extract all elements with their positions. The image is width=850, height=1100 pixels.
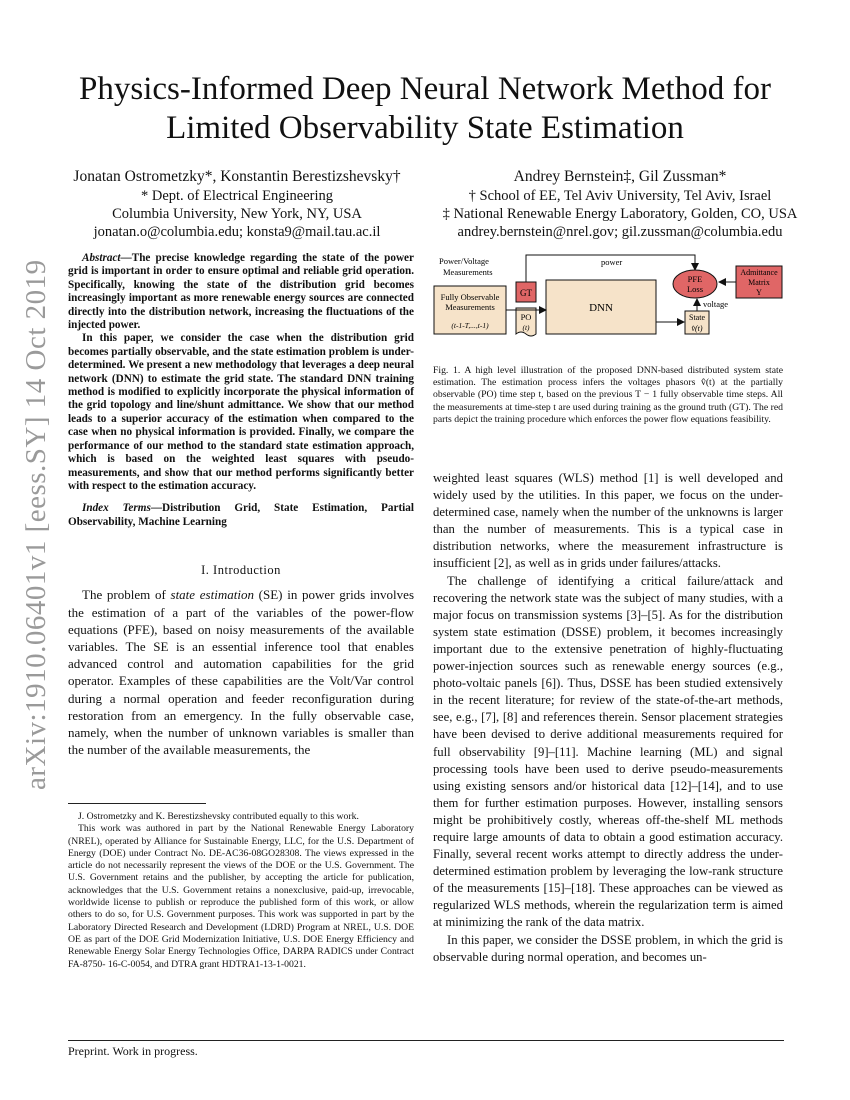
- index-terms-label: Index Terms: [82, 502, 151, 515]
- abstract-paragraph-1: —The precise knowledge regarding the state of the power grid is important in order to ensure optimal and reliable grid operation. Specifically, knowing the state of the distribution grid becomes increasingly important as more renewable energy sources are connected directly into the distribution network, increasing the fluctuations of the injected power.: [68, 252, 414, 332]
- footnote-paragraph-1: J. Ostrometzky and K. Berestizshevsky contributed equally to this work.: [78, 811, 359, 822]
- right-paragraph-2: The challenge of identifying a critical failure/attack and recovering the network state was the subject of many studies, with a major focus on transmission systems [3]–[5]. As for the distribution system state estimation (DSSE) problem, it becomes increasingly important due to the extensive penetration of highly-fluctuating power-injection sources such as renewable energy sources (e.g., photo-voltaic panels [6]). Thus, DSSE has been studied extensively in the recent literature; for review of the state-of-the-art methods, see, e.g., [7], [8] and references therein. Sensor placement strategies have been devised to derive additional measurements required for full observability [9]–[11]. Machine learning (ML) and signal processing tools have been used to derive pseudo-measurements using existing sensors and/or historical data [12]–[14], and to use them for further estimation purposes. However, installing sensors might be prohibitively costly, whereas off-the-shelf ML methods require large amounts of data to obtain a good estimation accuracy. Finally, several recent works attempt to directly address the under-determined estimation problem by leveraging the low-rank structure of the measurements [15]–[18]. These approaches can be viewed as regularized WLS methods, wherein the regularization term is aimed at minimizing the rank of the data matrix.: [433, 573, 783, 930]
- box-state-v: v̂(t): [691, 324, 703, 333]
- affiliation-right-1: † School of EE, Tel Aviv University, Tel Aviv, Israel: [468, 188, 772, 204]
- box-admittance-text-1: Admittance: [740, 268, 778, 277]
- emails-right: andrey.bernstein@nrel.gov; gil.zussman@columbia.edu: [457, 224, 783, 240]
- section-heading-introduction: I. Introduction: [201, 563, 281, 578]
- emails-left: jonatan.o@columbia.edu; konsta9@mail.tau.ac.il: [93, 224, 381, 240]
- abstract: [68, 252, 414, 529]
- figure-1-diagram: [433, 252, 783, 362]
- intro-text-a: The problem of: [82, 587, 171, 603]
- paper-title: [0, 70, 850, 148]
- title-line-1: Physics-Informed Deep Neural Network Method for: [79, 71, 771, 107]
- left-column: [68, 252, 414, 758]
- preprint-note: Preprint. Work in progress.: [68, 1044, 198, 1058]
- right-column: [433, 470, 783, 966]
- abstract-label: Abstract: [82, 252, 121, 264]
- author-names-left: Jonatan Ostrometzky*, Konstantin Berestizshevsky†: [73, 168, 401, 185]
- box-gt-text: GT: [520, 288, 532, 298]
- box-po-t: (t): [522, 323, 530, 332]
- author-names-right: Andrey Bernstein‡, Gil Zussman*: [513, 168, 727, 185]
- label-voltage: voltage: [703, 299, 729, 309]
- box-admittance-text-3: Y: [756, 288, 762, 297]
- footnote-rule: [68, 803, 206, 804]
- label-power: power: [601, 257, 623, 267]
- intro-paragraph-1: [68, 586, 414, 758]
- intro-emphasis: state estimation: [170, 587, 254, 603]
- bottom-rule: [68, 1040, 784, 1041]
- box-state-text: State: [689, 313, 705, 322]
- affiliation-right-2: ‡ National Renewable Energy Laboratory, Golden, CO, USA: [442, 206, 798, 222]
- intro-text-b: (SE) in power grids involves the estimation of a part of the variables of the power-flow equations (PFE), based on noisy measurements of the available variables. The SE is an essential inference tool that enables advanced control and automation capabilities for the grid operator. Examples of these capabilities are the Volt/Var control during a normal operation and feeder reconfiguration during restoration from an emergency. In the fully observable case, namely, when the number of unknown variables is smaller than the number of the available measurements, the: [68, 587, 415, 758]
- abstract-paragraph-2: In this paper, we consider the case when the distribution grid becomes partially observable, and the state estimation problem is under-determined. We present a new methodology that leverages a deep neural network (DNN) to estimate the grid state. The standard DNN training method is modified to explicitly incorporate the physical information of the grid topology and line/shunt admittance. We show that our method leads to a superior accuracy of the estimation when compared to the case when no physical information is provided. Finally, we compare the performance of our method to the standard state estimation approach, which is based on the weighted least squares with pseudo-measurements, and show that our method performs significantly better with respect to the estimation accuracy.: [68, 332, 414, 492]
- box-fully-text-3: (t-1-T,...,t-1): [451, 321, 489, 330]
- box-admittance-text-2: Matrix: [748, 278, 770, 287]
- footnote: [68, 811, 414, 971]
- box-dnn-text: DNN: [589, 302, 613, 314]
- figure-caption: Fig. 1. A high level illustration of the proposed DNN-based distributed system state estimation. The estimation process infers the voltages phasors v̂(t) at the partially observable (PO) time step t, based on the previous T − 1 fully observable time steps. All the measurements at time-step t are used during training as the ground truth (GT). The red parts depict the training procedure which enforces the power flow equations feasibility.: [433, 365, 783, 425]
- box-pfe-text-2: Loss: [686, 284, 704, 294]
- box-fully-text-1: Fully Observable: [440, 292, 500, 302]
- index-terms: —Distribution Grid, State Estimation, Partial Observability, Machine Learning: [68, 502, 414, 528]
- author-block-left: [37, 168, 437, 241]
- arxiv-watermark: arXiv:1910.06401v1 [eess.SY] 14 Oct 2019: [20, 259, 52, 790]
- affiliation-left-2: Columbia University, New York, NY, USA: [112, 206, 362, 222]
- label-power-voltage-2: Measurements: [443, 267, 493, 277]
- author-block-right: [420, 168, 820, 241]
- label-power-voltage-1: Power/Voltage: [439, 256, 489, 266]
- box-pfe-text-1: PFE: [687, 274, 703, 284]
- affiliation-left-1: * Dept. of Electrical Engineering: [140, 188, 334, 204]
- box-fully-text-2: Measurements: [445, 302, 495, 312]
- title-line-2: Limited Observability State Estimation: [166, 110, 684, 146]
- right-paragraph-1: weighted least squares (WLS) method [1] is well developed and widely used by the utilities. In this paper, we focus on the under-determined case, namely when the number of the unknowns is larger than the number of measurements. This is a typical case in distribution networks, where the measurement infrastructure is insufficient [2], as well as in grids under failures/attacks.: [433, 471, 783, 571]
- right-paragraph-3: In this paper, we consider the DSSE problem, in which the grid is observable during normal operation, and becomes un-: [433, 932, 783, 964]
- box-po-text: PO: [520, 312, 532, 322]
- footnote-paragraph-2: This work was authored in part by the National Renewable Energy Laboratory (NREL), operated by Alliance for Sustainable Energy, LLC, for the U.S. Department of Energy (DOE) under Contract No. DE-AC36-08GO28308. The views expressed in the article do not necessarily represent the views of the DOE or the U.S. Government. The U.S. Government retains and the publisher, by accepting the article for publication, acknowledges that the U.S. Government retains a nonexclusive, paid-up, irrevocable, worldwide license to publish or reproduce the published form of this work, or allow others to do so, for U.S. Government purposes. This work was supported in part by the Laboratory Directed Research and Development (LDRD) Program at NREL, U.S. DOE OE as part of the DOE Grid Modernization Initiative, U.S. DOE Energy Efficiency and Renewable Energy Solar Energy Technologies Office, DARPA RADICS under Contract FA-8750- 16-C-0054, and DTRA grant HDTRA1-13-1-0021.: [68, 823, 414, 970]
